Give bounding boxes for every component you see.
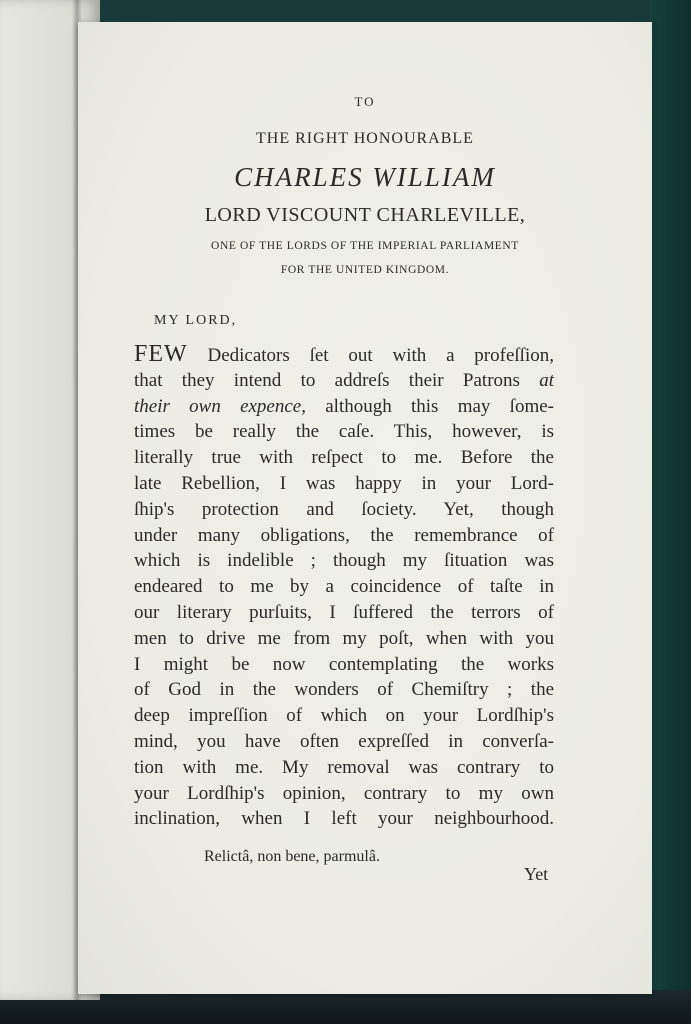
dedication-subtitle-1: ONE OF THE LORDS OF THE IMPERIAL PARLIAMENT: [211, 240, 519, 252]
text-line: [134, 368, 554, 394]
text-line: of God in the wonders of Chemiſtry ; the: [134, 679, 554, 701]
text-line: ſhip's protection and ſociety. Yet, though: [134, 498, 554, 520]
text-line: [134, 394, 554, 420]
background-right: [650, 0, 691, 1024]
dedication-to: TO: [354, 94, 376, 109]
drop-word: FEW: [134, 341, 188, 367]
catchword: Yet: [524, 864, 549, 884]
text-line: under many obligations, the remembrance of: [134, 524, 554, 546]
text-line: tion with me. My removal was contrary to: [134, 756, 554, 778]
text-line: mind, you have often expreſſed in converſa-: [134, 730, 554, 752]
text-line: literally true with reſpect to me. Before the: [134, 447, 554, 469]
text-line: endeared to me by a coincidence of taſte in: [134, 576, 554, 598]
dedication-honorific: THE RIGHT HONOURABLE: [256, 130, 474, 147]
text-line: which is indelible ; though my ſituation was: [134, 550, 554, 572]
background-bottom: [0, 990, 691, 1024]
text-fragment: Dedicators ſet out with a profeſſion,: [187, 345, 554, 366]
text-line: times be really the caſe. This, however, is: [134, 421, 554, 443]
text-line: our literary purſuits, I ſuffered the terrors of: [134, 601, 554, 623]
book-page: [78, 22, 652, 994]
text-line: men to drive me from my poſt, when with you: [134, 627, 554, 649]
text-line: [134, 342, 554, 368]
latin-quote: Relictâ, non bene, parmulâ.: [204, 848, 380, 865]
dedication-title: LORD VISCOUNT CHARLEVILLE,: [204, 204, 526, 226]
salutation: MY LORD,: [154, 313, 238, 328]
dedication-name: CHARLES WILLIAM: [234, 162, 496, 192]
text-fragment: , although this may ſome-: [301, 395, 554, 417]
text-line: late Rebellion, I was happy in your Lord-: [134, 472, 554, 494]
text-line: I might be now contemplating the works: [134, 653, 554, 675]
text-line: your Lordſhip's opinion, contrary to my own: [134, 782, 554, 804]
letter-body: [134, 342, 554, 832]
italic-fragment: at: [539, 369, 554, 391]
dedication-subtitle-2: FOR THE UNITED KINGDOM.: [280, 264, 450, 276]
italic-fragment: their own expence: [134, 395, 302, 417]
text-line: inclination, when I left your neighbourhood.: [134, 808, 554, 830]
text-line: deep impreſſion of which on your Lordſhip's: [134, 705, 554, 727]
text-fragment: that they intend to addreſs their Patrons: [134, 369, 540, 391]
